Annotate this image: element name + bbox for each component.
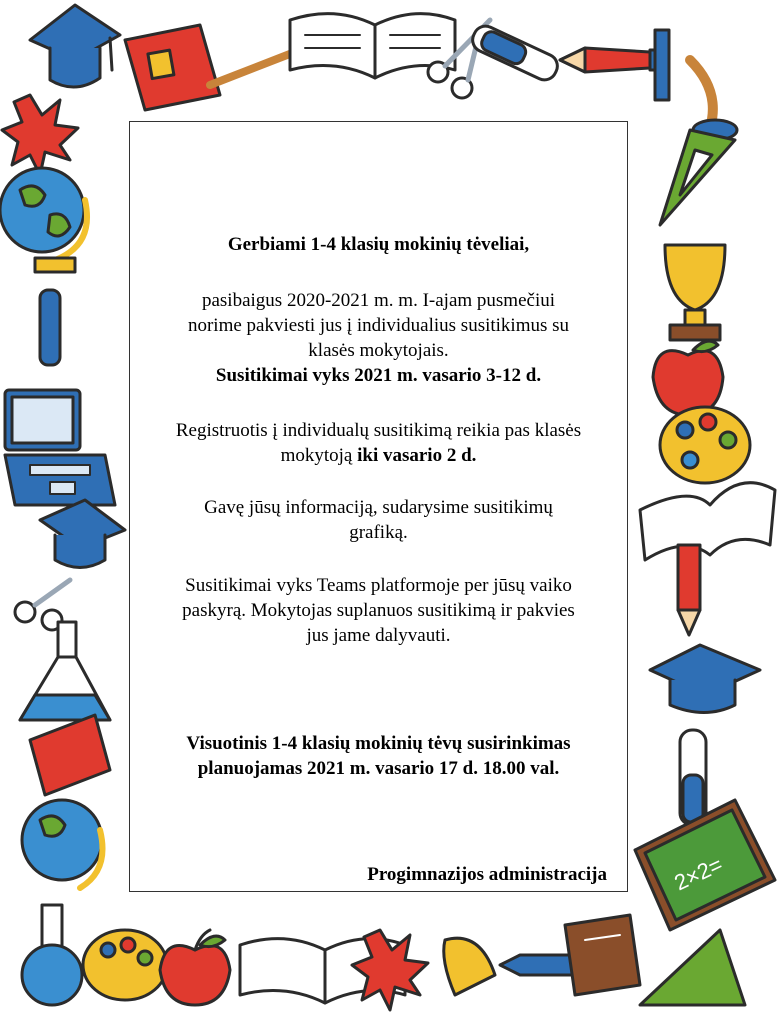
registration-line: Registruotis į individualų susitikimą reikia pas klasės: [175, 420, 582, 441]
bell-icon: [444, 938, 495, 995]
teams-line: jus jame dalyvauti.: [306, 625, 451, 646]
ruler-triangle-icon: [640, 930, 745, 1005]
pen-icon: [40, 290, 60, 365]
flask-bottom-icon: [22, 905, 82, 1005]
intro-line: pasibaigus 2020-2021 m. m. I-ajam pusmečiui: [201, 290, 556, 311]
ruler-triangle-right-icon: [660, 130, 735, 225]
general-meeting-line: planuojamas 2021 m. vasario 17 d. 18.00 val.: [197, 758, 560, 779]
graduation-cap-icon: [30, 5, 120, 87]
test-tube-icon: [469, 22, 562, 84]
intro-line: klasės mokytojais.: [308, 340, 449, 361]
red-book-icon: [125, 25, 220, 110]
teams-paragraph: [130, 573, 627, 648]
palette-right-icon: [660, 407, 750, 483]
schedule-paragraph: [130, 495, 627, 545]
pencil-icon: [560, 48, 664, 72]
pencil-right-icon: [678, 545, 700, 635]
laptop-icon: [5, 390, 115, 505]
intro-paragraph: [130, 288, 627, 388]
graduation-cap-right-icon: [650, 645, 760, 713]
general-meeting-line: Visuotinis 1-4 klasių mokinių tėvų susirinkimas: [186, 733, 571, 754]
pencil-bottom-icon: [500, 955, 580, 975]
teams-line: paskyrą. Mokytojas suplanuos susitikimą ir pakvies: [182, 600, 575, 621]
greeting: Gerbiami 1-4 klasių mokinių tėveliai,: [227, 234, 530, 255]
apple-icon: [160, 930, 230, 1005]
test-tube-right-icon: [680, 730, 706, 825]
maple-leaf-icon: [2, 95, 78, 175]
notice-card: [129, 121, 628, 892]
red-book-left-icon: [30, 715, 110, 795]
flask-icon: [20, 622, 110, 720]
signature: Progimnazijos administracija: [367, 864, 607, 885]
general-meeting: [130, 731, 627, 781]
trophy-icon: [665, 245, 725, 340]
graduation-cap-left-icon: [40, 500, 125, 568]
teams-line: Susitikimai vyks Teams platformoje per jūsų vaiko: [185, 575, 572, 596]
registration-line: [130, 443, 627, 468]
globe-bottom-icon: [22, 800, 103, 888]
brown-book-icon: [565, 915, 640, 995]
registration-prefix: mokytoją: [280, 445, 358, 466]
svg-text:2×2=: 2×2=: [670, 851, 727, 896]
meeting-dates: Susitikimai vyks 2021 m. vasario 3-12 d.: [215, 365, 542, 386]
open-book-right-icon: [640, 483, 775, 560]
chalkboard-icon: [635, 800, 775, 930]
registration-paragraph: [130, 418, 627, 468]
globe-icon: [0, 168, 87, 272]
intro-line: norime pakviesti jus į individualius susitikimus su: [187, 315, 570, 336]
apple-right-icon: [653, 341, 723, 415]
schedule-line: Gavę jūsų informaciją, sudarysime susitikimų: [204, 497, 553, 518]
schedule-line: grafiką.: [349, 522, 408, 543]
registration-deadline: iki vasario 2 d.: [357, 445, 477, 466]
palette-icon: [83, 930, 167, 1000]
